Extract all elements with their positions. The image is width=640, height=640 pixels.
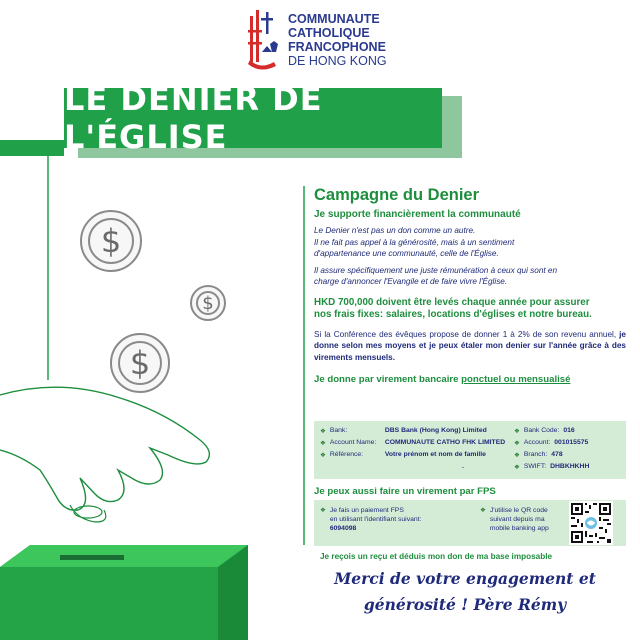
banner-left-stripe — [0, 140, 64, 156]
branch-value: 478 — [551, 451, 563, 458]
cross-and-church-icon — [248, 8, 282, 70]
funding-goal-line1: HKD 700,000 doivent être levés chaque année pour assurer — [314, 296, 590, 308]
fps-id-value: 6094098 — [329, 525, 357, 532]
campaign-subheading: Je supporte financièrement la communauté — [314, 209, 521, 220]
bullet-diamond-icon: ❖ — [320, 440, 326, 447]
coin-symbol: $ — [202, 292, 214, 314]
bank-details-panel — [314, 421, 626, 479]
swift-row — [514, 463, 589, 471]
account-label: Account: — [523, 439, 551, 446]
coin-symbol: $ — [100, 222, 122, 260]
fps-right-line2: suivant depuis ma — [489, 516, 545, 523]
bank-label: Bank: — [329, 427, 348, 434]
para1-line2: Il ne fait pas appel à la générosité, mais à un sentiment — [314, 237, 515, 247]
fps-right-line1: J'utilise le QR code — [489, 507, 548, 514]
logo-text — [288, 12, 387, 68]
bullet-diamond-icon: ❖ — [320, 452, 326, 459]
coin-icon — [80, 210, 142, 272]
account-row — [514, 439, 588, 447]
bullet-diamond-icon: ❖ — [480, 507, 486, 514]
title-banner — [64, 80, 442, 156]
logo-line-1: COMMUNAUTE — [288, 12, 380, 26]
reference-row — [320, 451, 486, 459]
logo-line-3: FRANCOPHONE — [288, 40, 386, 54]
reference-label: Référence: — [329, 451, 364, 458]
thank-you-message — [330, 566, 600, 618]
fps-qr-block — [480, 506, 549, 533]
account-name-row — [320, 439, 505, 447]
conference-paragraph — [314, 329, 626, 364]
bullet-diamond-icon: ❖ — [320, 428, 326, 435]
page-title: LE DENIER DE L'ÉGLISE — [64, 80, 323, 156]
fps-id-text — [330, 506, 422, 533]
logo-line-2: CATHOLIQUE — [288, 26, 370, 40]
reference-dot — [462, 463, 464, 470]
thank-you-line1: Merci de votre engagement et — [334, 569, 596, 588]
bank-transfer-title-prefix: Je donne par virement bancaire — [314, 374, 462, 385]
campaign-heading: Campagne du Denier — [314, 186, 480, 204]
bullet-diamond-icon: ❖ — [514, 452, 520, 459]
hand-icon — [0, 387, 209, 510]
coin-icon — [110, 333, 170, 393]
reference-dot-text: . — [462, 463, 464, 470]
tax-receipt-note: Je reçois un reçu et déduis mon don de ma base imposable — [320, 552, 553, 561]
bank-code-label: Bank Code: — [523, 427, 560, 434]
coin-symbol: $ — [129, 344, 151, 382]
campaign-description — [314, 225, 626, 288]
logo-line-4: DE HONG KONG — [288, 54, 387, 68]
qr-code-icon — [569, 501, 613, 545]
bullet-diamond-icon: ❖ — [320, 507, 326, 514]
bank-code-value: 016 — [563, 427, 575, 434]
conference-text: Si la Conférence des évêques propose de donner 1 à 2% de son revenu annuel, — [314, 329, 620, 339]
bullet-diamond-icon: ❖ — [514, 464, 520, 471]
conference-bold-text: je donne selon mes moyens et je peux étaler mon denier sur l'année grâce à des virements mensuels. — [314, 329, 626, 362]
bank-row — [320, 427, 487, 435]
fps-id-block — [320, 506, 421, 533]
community-logo — [248, 8, 448, 72]
account-value: 001015575 — [554, 439, 589, 446]
branch-row — [514, 451, 563, 459]
bank-transfer-title — [314, 374, 626, 385]
branch-label: Branch: — [523, 451, 548, 458]
bank-transfer-title-underlined: ponctuel ou mensualisé — [461, 374, 571, 385]
fps-title: Je peux aussi faire un virement par FPS — [314, 486, 496, 497]
donation-box-icon — [0, 545, 248, 640]
bank-value: DBS Bank (Hong Kong) Limited — [384, 427, 487, 434]
fps-right-line3: mobile banking app — [489, 525, 549, 532]
bullet-diamond-icon: ❖ — [514, 440, 520, 447]
fps-left-line2: en utilisant l'identifiant suivant: — [329, 516, 422, 523]
para2-line2: charge d'annoncer l'Evangile et de faire vivre l'Église. — [314, 277, 508, 286]
bullet-diamond-icon: ❖ — [514, 428, 520, 435]
funding-goal — [314, 297, 626, 321]
reference-value: Votre prénom et nom de famille — [384, 451, 486, 458]
para1-line3: d'appartenance une communauté, celle de l'Église. — [314, 249, 499, 258]
para2-line1: Il assure spécifiquement une juste rémunération à ceux qui sont en — [314, 265, 558, 275]
account-name-label: Account Name: — [329, 439, 377, 446]
funding-goal-line2: nos frais fixes: salaires, locations d'églises et notre bureau. — [314, 308, 592, 320]
swift-label: SWIFT: — [523, 463, 547, 470]
swift-value: DHBKHKHH — [550, 463, 590, 470]
account-name-value: COMMUNAUTE CATHO FHK LIMITED — [384, 439, 506, 446]
fps-left-line1: Je fais un paiement FPS — [329, 507, 404, 514]
para1-line1: Le Denier n'est pas un don comme un autre. — [314, 226, 476, 235]
thank-you-line2: générosité ! Père Rémy — [363, 595, 567, 614]
coin-icon — [190, 285, 226, 321]
bank-code-row — [514, 427, 575, 435]
fps-qr-text — [490, 506, 549, 533]
campaign-section — [314, 186, 626, 385]
